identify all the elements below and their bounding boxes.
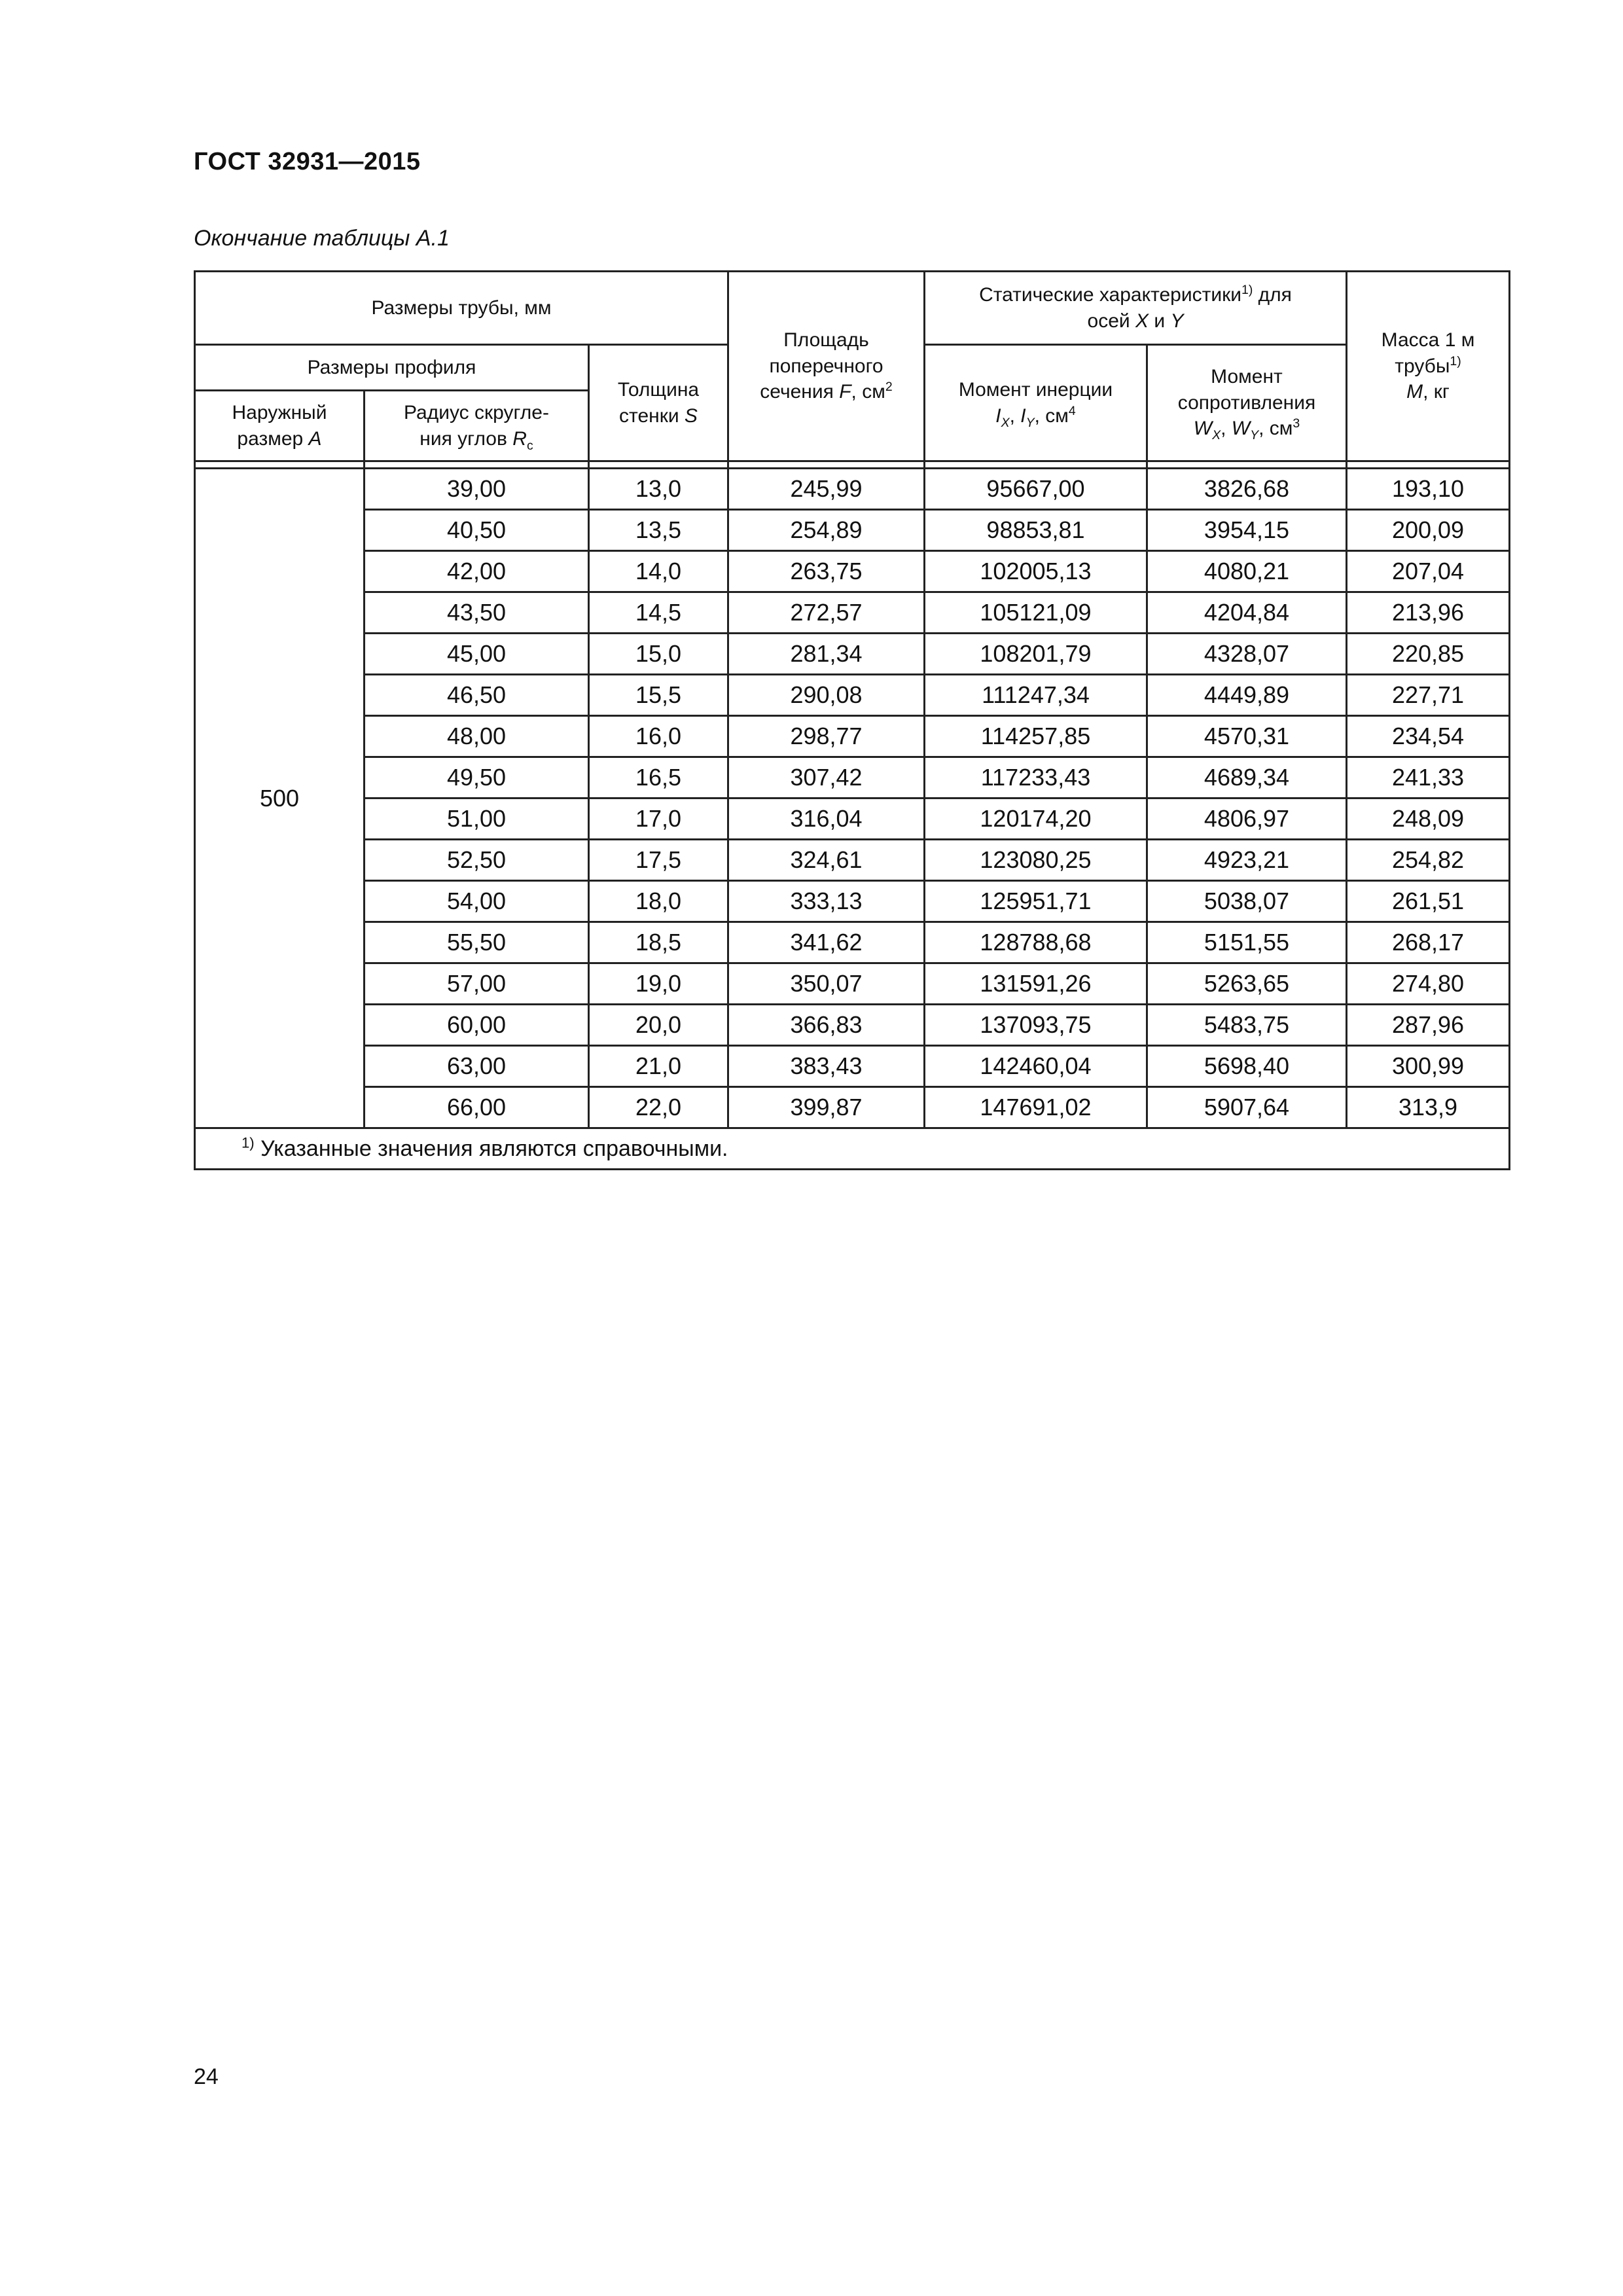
cell: 48,00	[365, 716, 589, 757]
cell: 213,96	[1347, 592, 1510, 634]
cell: 248,09	[1347, 798, 1510, 840]
cell: 21,0	[589, 1046, 728, 1087]
cell: 3826,68	[1147, 469, 1347, 510]
table-row	[195, 757, 1510, 798]
cell: 193,10	[1347, 469, 1510, 510]
cell: 5483,75	[1147, 1005, 1347, 1046]
cell: 18,5	[589, 922, 728, 963]
cell: 4923,21	[1147, 840, 1347, 881]
table-body	[195, 461, 1510, 1170]
cell: 241,33	[1347, 757, 1510, 798]
cell: 5907,64	[1147, 1087, 1347, 1128]
cell: 227,71	[1347, 675, 1510, 716]
cell: 254,89	[728, 510, 925, 551]
document-code: ГОСТ 32931—2015	[194, 148, 421, 175]
cell: 120174,20	[925, 798, 1147, 840]
cell: 287,96	[1347, 1005, 1510, 1046]
cell: 13,5	[589, 510, 728, 551]
cell: 207,04	[1347, 551, 1510, 592]
cell: 254,82	[1347, 840, 1510, 881]
cell: 102005,13	[925, 551, 1147, 592]
cell: 17,0	[589, 798, 728, 840]
cell: 111247,34	[925, 675, 1147, 716]
cell: 63,00	[365, 1046, 589, 1087]
cell: 274,80	[1347, 963, 1510, 1005]
cell: 366,83	[728, 1005, 925, 1046]
cell: 18,0	[589, 881, 728, 922]
table-row	[195, 922, 1510, 963]
cell: 128788,68	[925, 922, 1147, 963]
table-caption: Окончание таблицы А.1	[194, 226, 450, 251]
cell: 399,87	[728, 1087, 925, 1128]
cell: 200,09	[1347, 510, 1510, 551]
table-row	[195, 840, 1510, 881]
cell: 19,0	[589, 963, 728, 1005]
table-row	[195, 469, 1510, 510]
cell: 263,75	[728, 551, 925, 592]
cell: 98853,81	[925, 510, 1147, 551]
cell: 123080,25	[925, 840, 1147, 881]
cell: 13,0	[589, 469, 728, 510]
cell: 14,5	[589, 592, 728, 634]
cell: 234,54	[1347, 716, 1510, 757]
cell: 125951,71	[925, 881, 1147, 922]
cell: 40,50	[365, 510, 589, 551]
table-row	[195, 1087, 1510, 1128]
cell: 49,50	[365, 757, 589, 798]
cell: 22,0	[589, 1087, 728, 1128]
cell: 66,00	[365, 1087, 589, 1128]
cell: 20,0	[589, 1005, 728, 1046]
header-profile-sizes: Размеры профиля	[195, 345, 589, 391]
header-tube-sizes: Размеры трубы, мм	[195, 272, 728, 345]
cell: 300,99	[1347, 1046, 1510, 1087]
cell: 4570,31	[1147, 716, 1347, 757]
cell: 45,00	[365, 634, 589, 675]
cell: 4806,97	[1147, 798, 1347, 840]
table-header	[195, 272, 1510, 461]
table-row	[195, 716, 1510, 757]
header-inertia: Момент инерции $I_X$, $I_Y$, $см^4$	[925, 345, 1147, 461]
cell: 16,5	[589, 757, 728, 798]
footnote	[195, 1128, 1510, 1170]
cell: 55,50	[365, 922, 589, 963]
cell: 4204,84	[1147, 592, 1347, 634]
header-corner-radius: Радиус скругле- ния углов $R_c$	[365, 391, 589, 461]
cell: 131591,26	[925, 963, 1147, 1005]
cell: 57,00	[365, 963, 589, 1005]
cell: 46,50	[365, 675, 589, 716]
cell: 316,04	[728, 798, 925, 840]
cell: 307,42	[728, 757, 925, 798]
table-row	[195, 675, 1510, 716]
cell: 313,9	[1347, 1087, 1510, 1128]
cell: 42,00	[365, 551, 589, 592]
cell: 350,07	[728, 963, 925, 1005]
table-row	[195, 634, 1510, 675]
table-row	[195, 1046, 1510, 1087]
cell: 261,51	[1347, 881, 1510, 922]
footnote-mark: 1)	[241, 1134, 255, 1151]
cell: 16,0	[589, 716, 728, 757]
cell: 52,50	[365, 840, 589, 881]
header-wall-thickness: Толщина стенки S	[589, 345, 728, 461]
cell: 4449,89	[1147, 675, 1347, 716]
cell: 54,00	[365, 881, 589, 922]
header-outer-size: Наружный размер A	[195, 391, 365, 461]
header-resistance: Момент сопротивления $W_X$, $W_Y$, $см^3$	[1147, 345, 1347, 461]
cell: 95667,00	[925, 469, 1147, 510]
cell: 341,62	[728, 922, 925, 963]
cell: 60,00	[365, 1005, 589, 1046]
header-separator	[195, 461, 1510, 469]
header-mass: Масса 1 м трубы$^{1)}$ M, кг	[1347, 272, 1510, 461]
header-static-chars: Статические характеристики$^{1)}$ для осей X и Y	[925, 272, 1347, 345]
table-row	[195, 1005, 1510, 1046]
cell: 51,00	[365, 798, 589, 840]
cell: 5038,07	[1147, 881, 1347, 922]
cell: 383,43	[728, 1046, 925, 1087]
footnote-row	[195, 1128, 1510, 1170]
cell: 4080,21	[1147, 551, 1347, 592]
table-row	[195, 510, 1510, 551]
page-number: 24	[194, 2064, 219, 2089]
cell: 3954,15	[1147, 510, 1347, 551]
cell: 333,13	[728, 881, 925, 922]
cell: 290,08	[728, 675, 925, 716]
cell: 43,50	[365, 592, 589, 634]
table-row	[195, 963, 1510, 1005]
outer-size-value: 500	[195, 469, 365, 1128]
cell: 272,57	[728, 592, 925, 634]
cell: 15,0	[589, 634, 728, 675]
cell: 15,5	[589, 675, 728, 716]
header-area: Площадь поперечного сечения F, $см^2$	[728, 272, 925, 461]
cell: 14,0	[589, 551, 728, 592]
table-row	[195, 798, 1510, 840]
cell: 281,34	[728, 634, 925, 675]
cell: 142460,04	[925, 1046, 1147, 1087]
data-table	[194, 270, 1510, 1170]
cell: 245,99	[728, 469, 925, 510]
cell: 298,77	[728, 716, 925, 757]
cell: 108201,79	[925, 634, 1147, 675]
cell: 117233,43	[925, 757, 1147, 798]
cell: 17,5	[589, 840, 728, 881]
cell: 114257,85	[925, 716, 1147, 757]
table-row	[195, 551, 1510, 592]
cell: 4328,07	[1147, 634, 1347, 675]
cell: 5698,40	[1147, 1046, 1347, 1087]
cell: 324,61	[728, 840, 925, 881]
footnote-text: Указанные значения являются справочными.	[260, 1136, 728, 1161]
cell: 147691,02	[925, 1087, 1147, 1128]
cell: 137093,75	[925, 1005, 1147, 1046]
cell: 5263,65	[1147, 963, 1347, 1005]
cell: 4689,34	[1147, 757, 1347, 798]
cell: 268,17	[1347, 922, 1510, 963]
cell: 5151,55	[1147, 922, 1347, 963]
table-row	[195, 881, 1510, 922]
cell: 39,00	[365, 469, 589, 510]
cell: 220,85	[1347, 634, 1510, 675]
cell: 105121,09	[925, 592, 1147, 634]
table-row	[195, 592, 1510, 634]
